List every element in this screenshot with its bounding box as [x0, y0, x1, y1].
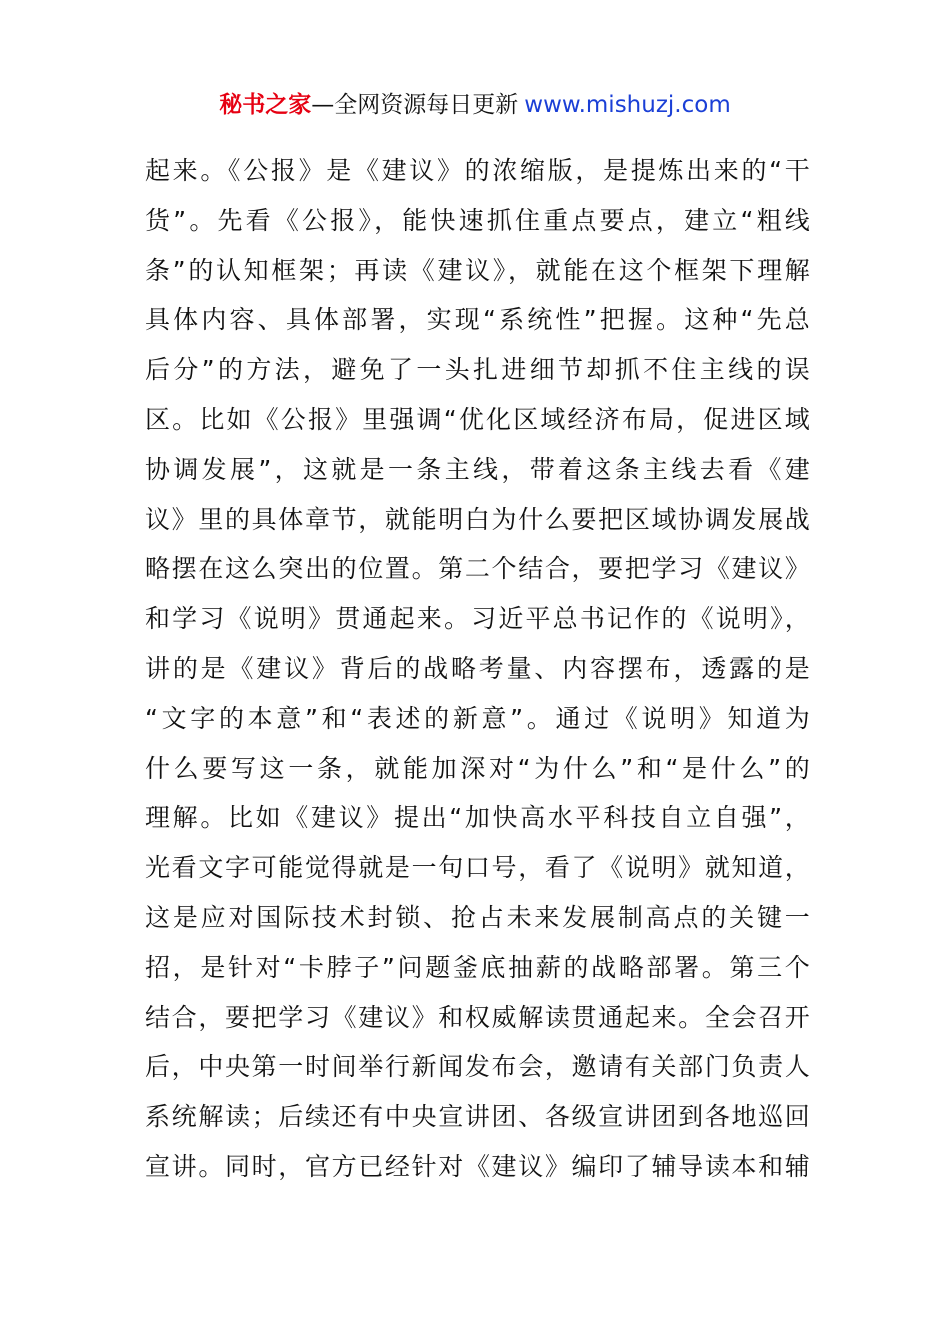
text-line: 区。比如《公报》里强调“优化区域经济布局，促进区域: [145, 404, 810, 434]
text-line: 招，是针对“卡脖子”问题釜底抽薪的战略部署。第三个: [145, 952, 810, 982]
text-line: 起来。《公报》是《建议》的浓缩版，是提炼出来的“干: [145, 156, 810, 185]
text-line: 协调发展”，这就是一条主线，带着这条主线去看《建: [145, 454, 810, 484]
text-line: 条”的认知框架；再读《建议》，就能在这个框架下理解: [145, 255, 810, 285]
text-line: 光看文字可能觉得就是一句口号，看了《说明》就知道，: [145, 853, 810, 883]
text-line: 和学习《说明》贯通起来。习近平总书记作的《说明》，: [145, 604, 810, 634]
text-line: 什么要写这一条，就能加深对“为什么”和“是什么”的: [145, 753, 810, 783]
text-line: 略摆在这么突出的位置。第二个结合，要把学习《建议》: [145, 554, 810, 584]
text-line: 结合，要把学习《建议》和权威解读贯通起来。全会召开: [145, 1002, 810, 1032]
text-line: 后分”的方法，避免了一头扎进细节却抓不住主线的误: [145, 355, 810, 385]
text-line: 货”。先看《公报》，能快速抓住重点要点，建立“粗线: [145, 205, 810, 235]
document-body: [145, 146, 810, 1192]
text-line: 后，中央第一时间举行新闻发布会，邀请有关部门负责人: [145, 1052, 810, 1082]
site-header: [0, 88, 950, 122]
text-line: 具体内容、具体部署，实现“系统性”把握。这种“先总: [145, 305, 810, 335]
text-line: 理解。比如《建议》提出“加快高水平科技自立自强”，: [145, 803, 810, 833]
text-line: 这是应对国际技术封锁、抢占未来发展制高点的关键一: [145, 902, 810, 932]
site-brand: 秘书之家: [219, 92, 312, 118]
text-line: 讲的是《建议》背后的战略考量、内容摆布，透露的是: [145, 653, 810, 683]
site-url-link[interactable]: www.mishuzj.com: [524, 92, 731, 118]
site-tagline: —全网资源每日更新: [311, 92, 519, 118]
text-line: 议》里的具体章节，就能明白为什么要把区域协调发展战: [145, 504, 810, 534]
text-line: 系统解读；后续还有中央宣讲团、各级宣讲团到各地巡回: [145, 1102, 810, 1132]
text-line: “文字的本意”和“表述的新意”。通过《说明》知道为: [145, 703, 810, 733]
text-line: 宣讲。同时，官方已经针对《建议》编印了辅导读本和辅: [145, 1151, 810, 1181]
